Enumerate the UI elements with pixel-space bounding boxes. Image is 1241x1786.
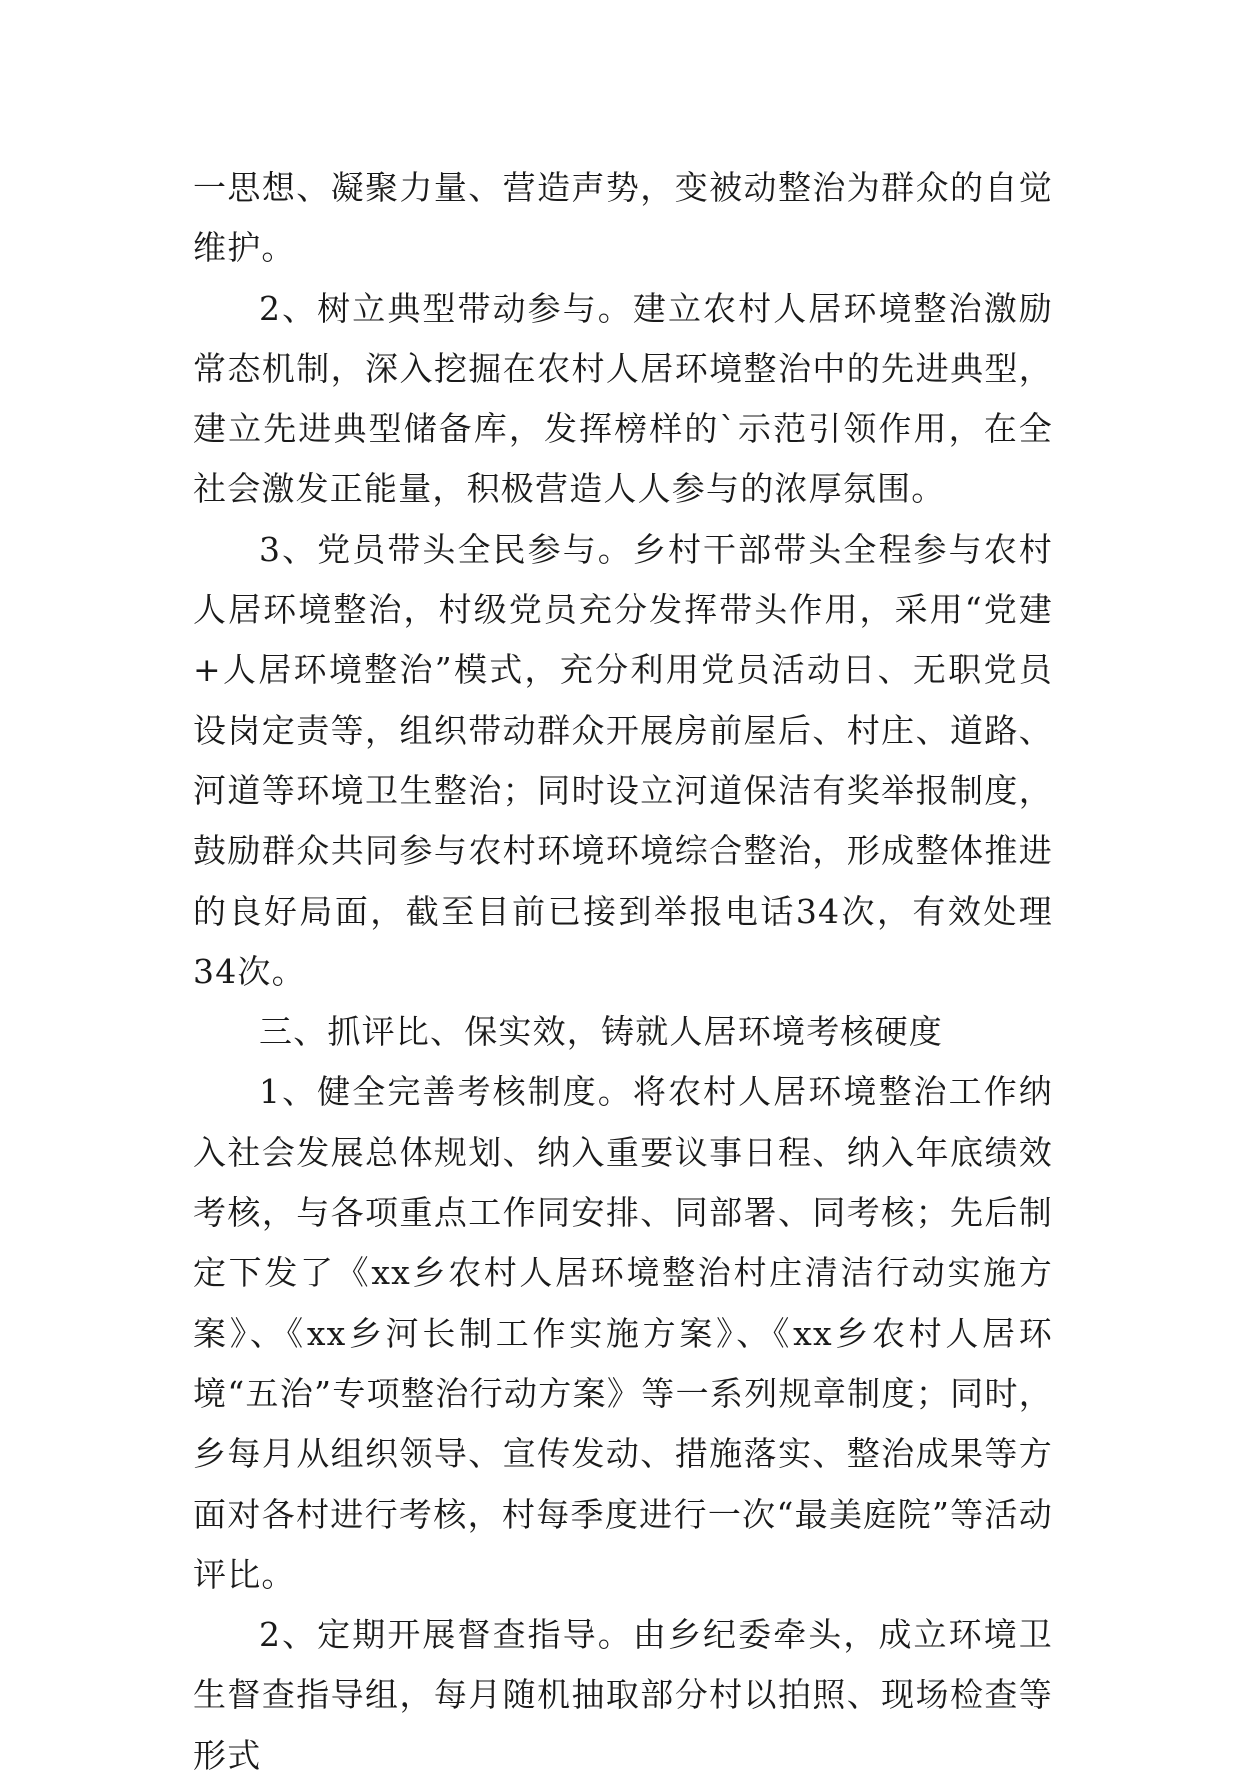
section-heading-evaluation: 三、抓评比、保实效，铸就人居环境考核硬度	[259, 1012, 943, 1052]
document-body	[193, 158, 1053, 1786]
paragraph-party-members: 3、党员带头全民参与。乡村干部带头全程参与农村人居环境整治，村级党员充分发挥带头作用，采用“党建+人居环境整治”模式，充分利用党员活动日、无职党员设岗定责等，组织带动群众开展房前屋后、村庄、道路、河道等环境卫生整治；同时设立河道保洁有奖举报制度，鼓励群众共同参与农村环境环境综合整治，形成整体推进的良好局面，截至目前已接到举报电话34次，有效处理34次。	[193, 529, 1053, 991]
paragraph-assessment-system: 1、健全完善考核制度。将农村人居环境整治工作纳入社会发展总体规划、纳入重要议事日程、纳入年底绩效考核，与各项重点工作同安排、同部署、同考核；先后制定下发了《xx乡农村人居环境整治村庄清洁行动实施方案》、《xx乡河长制工作实施方案》、《xx乡农村人居环境“五治”专项整治行动方案》等一系列规章制度；同时，乡每月从组织领导、宣传发动、措施落实、整治成果等方面对各村进行考核，村每季度进行一次“最美庭院”等活动评比。	[193, 1072, 1053, 1594]
paragraph-typical-models: 2、树立典型带动参与。建立农村人居环境整治激励常态机制，深入挖掘在农村人居环境整治中的先进典型，建立先进典型储备库，发挥榜样的`示范引领作用，在全社会激发正能量，积极营造人人参与的浓厚氛围。	[193, 288, 1053, 509]
paragraph-continuation: 一思想、凝聚力量、营造声势，变被动整治为群众的自觉维护。	[193, 168, 1053, 268]
paragraph-supervision: 2、定期开展督查指导。由乡纪委牵头，成立环境卫生督查指导组，每月随机抽取部分村以拍照、现场检查等形式	[193, 1615, 1053, 1775]
